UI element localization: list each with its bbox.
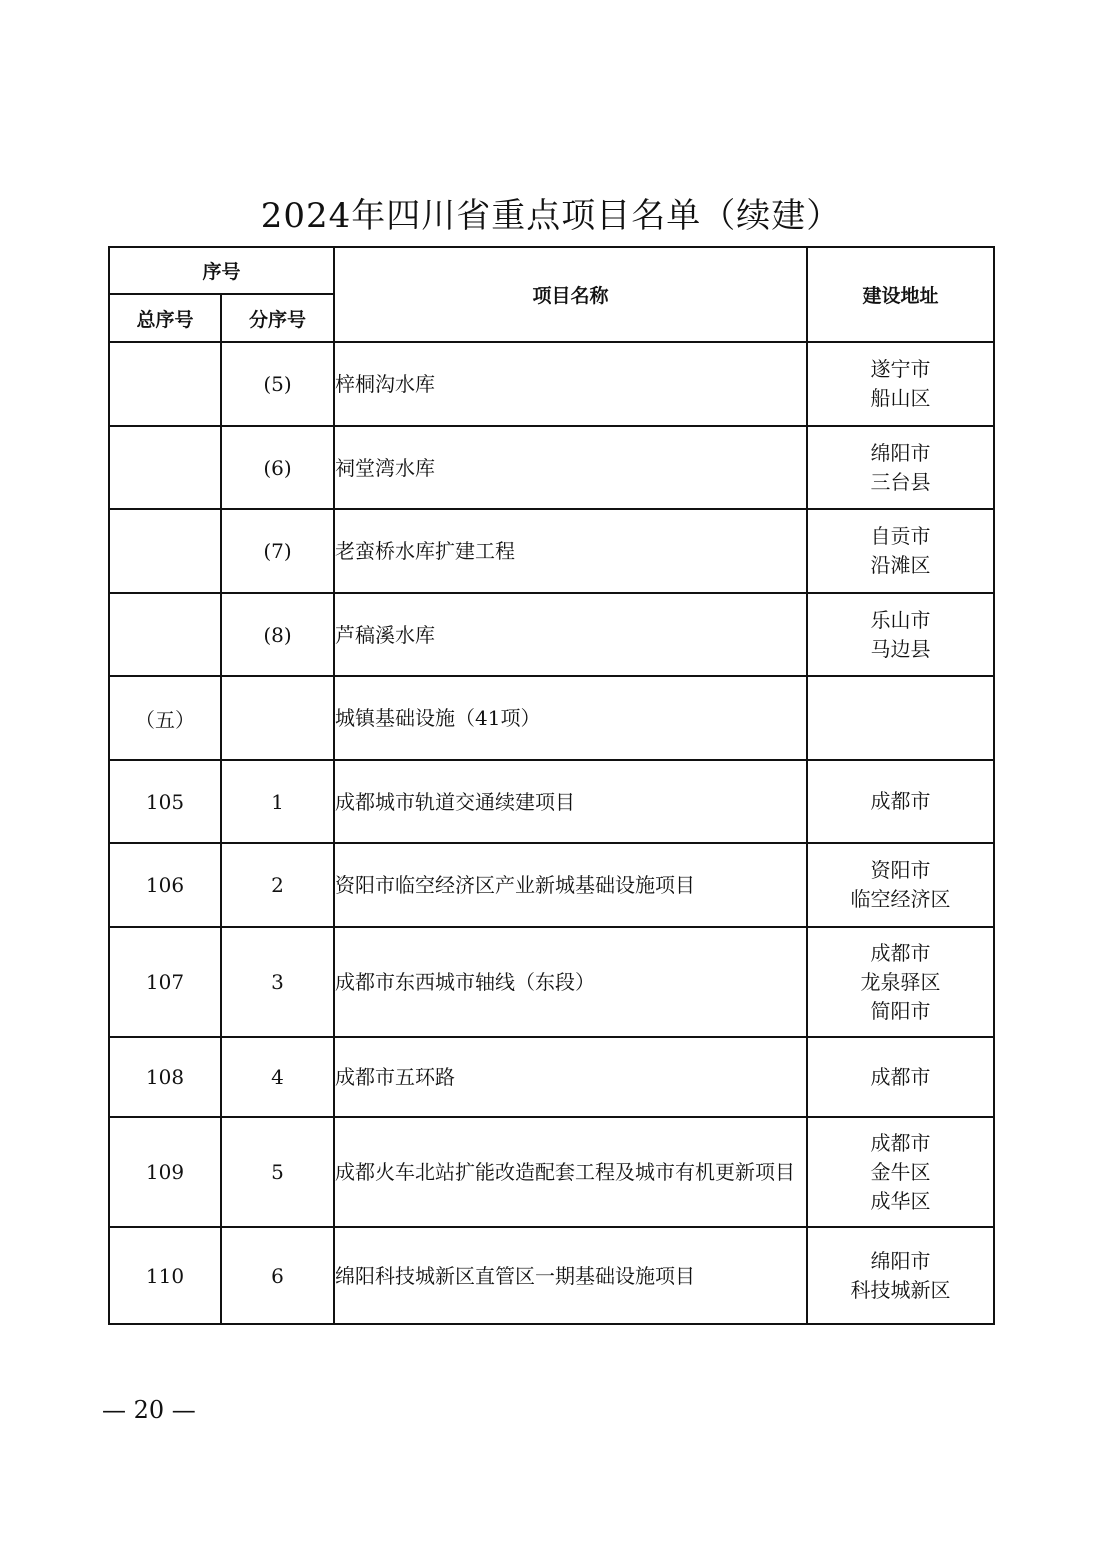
project-name-cell: 老蛮桥水库扩建工程 <box>334 509 807 593</box>
total-seq-cell: 107 <box>109 927 221 1037</box>
sub-seq-cell: (6) <box>221 426 334 509</box>
total-seq-header: 总序号 <box>109 294 221 342</box>
total-seq-cell <box>109 342 221 426</box>
location-header: 建设地址 <box>807 247 994 342</box>
table-row <box>109 342 994 426</box>
table-row <box>109 1227 994 1324</box>
total-seq-cell <box>109 593 221 676</box>
location-line: 成都市 <box>870 1130 931 1155</box>
total-seq-cell: 109 <box>109 1117 221 1227</box>
total-seq-cell <box>109 426 221 509</box>
location-line: 马边县 <box>870 636 931 661</box>
location-cell <box>807 1117 994 1227</box>
table-row <box>109 843 994 927</box>
total-seq-cell: 110 <box>109 1227 221 1324</box>
location-line: 绵阳市 <box>870 440 931 465</box>
sub-seq-cell: 5 <box>221 1117 334 1227</box>
location-line: 乐山市 <box>870 607 931 632</box>
total-seq-cell: （五） <box>109 676 221 760</box>
sub-seq-cell <box>221 676 334 760</box>
location-cell <box>807 1227 994 1324</box>
location-line: 遂宁市 <box>870 357 931 381</box>
sub-seq-cell: (8) <box>221 593 334 676</box>
table-row <box>109 927 994 1037</box>
location-line: 绵阳市 <box>870 1248 931 1273</box>
location-cell <box>807 676 994 760</box>
location-line: 科技城新区 <box>850 1277 951 1302</box>
seq-group-header: 序号 <box>109 247 334 294</box>
location-cell <box>807 760 994 843</box>
table-row <box>109 509 994 593</box>
project-name-cell: 芦稿溪水库 <box>334 593 807 676</box>
project-name-cell: 成都火车北站扩能改造配套工程及城市有机更新项目 <box>334 1117 807 1227</box>
project-name-header: 项目名称 <box>334 247 807 342</box>
location-line: 临空经济区 <box>850 887 951 911</box>
sub-seq-cell: 3 <box>221 927 334 1037</box>
table-row <box>109 760 994 843</box>
project-name-cell: 成都市东西城市轴线（东段） <box>334 927 807 1037</box>
total-seq-cell: 108 <box>109 1037 221 1117</box>
project-name-cell: 城镇基础设施（41项） <box>334 676 807 760</box>
table-row <box>109 1037 994 1117</box>
location-cell <box>807 342 994 426</box>
table-row <box>109 426 994 509</box>
project-table <box>108 246 995 1325</box>
sub-seq-cell: 2 <box>221 843 334 927</box>
project-name-cell: 梓桐沟水库 <box>334 342 807 426</box>
location-cell <box>807 593 994 676</box>
project-name-cell: 成都市五环路 <box>334 1037 807 1117</box>
location-line: 自贡市 <box>870 524 931 548</box>
project-name-cell: 祠堂湾水库 <box>334 426 807 509</box>
location-cell <box>807 927 994 1037</box>
location-line: 成都市 <box>870 940 931 965</box>
table-row <box>109 593 994 676</box>
page-number: — 20 — <box>102 1396 196 1424</box>
table-row <box>109 1117 994 1227</box>
location-line: 成都市 <box>870 1064 931 1089</box>
project-name-cell: 成都城市轨道交通续建项目 <box>334 760 807 843</box>
sub-seq-cell: 6 <box>221 1227 334 1324</box>
sub-seq-cell: (7) <box>221 509 334 593</box>
table-row <box>109 676 994 760</box>
location-cell <box>807 1037 994 1117</box>
location-line: 成都市 <box>870 789 931 813</box>
location-line: 成华区 <box>870 1188 931 1213</box>
page-title: 2024年四川省重点项目名单（续建） <box>260 196 842 236</box>
location-line: 三台县 <box>870 469 931 494</box>
location-cell <box>807 426 994 509</box>
total-seq-cell: 105 <box>109 760 221 843</box>
sub-seq-header: 分序号 <box>221 294 334 342</box>
project-name-cell: 绵阳科技城新区直管区一期基础设施项目 <box>334 1227 807 1324</box>
location-line: 简阳市 <box>870 998 931 1023</box>
sub-seq-cell: 1 <box>221 760 334 843</box>
total-seq-cell <box>109 509 221 593</box>
sub-seq-cell: (5) <box>221 342 334 426</box>
location-line: 船山区 <box>870 386 931 410</box>
location-line: 金牛区 <box>870 1159 931 1184</box>
project-name-cell: 资阳市临空经济区产业新城基础设施项目 <box>334 843 807 927</box>
location-line: 龙泉驿区 <box>860 969 941 994</box>
location-line: 沿滩区 <box>870 553 931 577</box>
location-cell <box>807 843 994 927</box>
total-seq-cell: 106 <box>109 843 221 927</box>
location-cell <box>807 509 994 593</box>
sub-seq-cell: 4 <box>221 1037 334 1117</box>
location-line: 资阳市 <box>870 858 931 882</box>
